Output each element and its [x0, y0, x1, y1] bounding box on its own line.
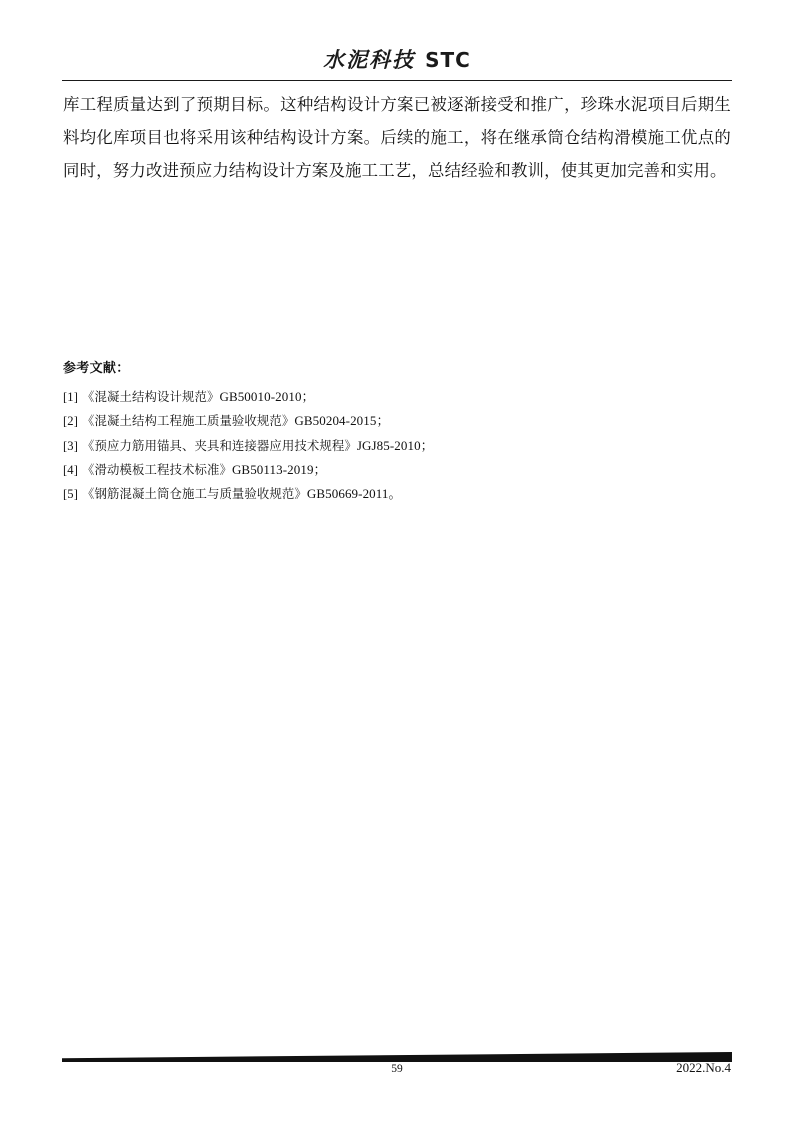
footer-divider-thin [62, 1060, 732, 1061]
references-list [63, 385, 731, 506]
journal-title-cn: 水泥科技 [323, 48, 416, 72]
list-item [63, 482, 731, 506]
reference-code: GB50669-2011。 [306, 486, 402, 502]
reference-number: [3] [63, 438, 78, 453]
journal-title-abbr: STC [425, 48, 471, 72]
reference-code: GB50113-2019； [231, 461, 327, 477]
reference-title: 《滑动模板工程技术标准》 [82, 461, 232, 477]
reference-code: GB50204-2015； [294, 413, 390, 429]
list-item [63, 385, 731, 409]
reference-code: GB50010-2010； [219, 389, 315, 404]
reference-title: 《钢筋混凝土筒仓施工与质量验收规范》 [82, 486, 307, 502]
reference-number: [2] [63, 414, 78, 429]
issue-label: 2022.No.4 [676, 1060, 731, 1075]
list-item [63, 409, 731, 433]
list-item [63, 434, 731, 458]
reference-number: [1] [63, 390, 78, 404]
page-header [62, 44, 732, 74]
header-divider [62, 80, 732, 81]
reference-code: JGJ85-2010； [356, 437, 434, 453]
reference-title: 《预应力筋用锚具、夹具和连接器应用技术规程》 [82, 437, 357, 453]
list-item [63, 458, 731, 482]
journal-title [323, 44, 471, 74]
reference-number: [4] [63, 462, 78, 477]
page-number: 59 [391, 1063, 403, 1075]
references-heading: 参考文献： [63, 361, 130, 376]
body-paragraph: 库工程质量达到了预期目标。这种结构设计方案已被逐渐接受和推广，珍珠水泥项目后期生料均化库项目也将采用该种结构设计方案。后续的施工，将在继承筒仓结构滑模施工优点的同时，努力改进预应力结构设计方案及施工工艺，总结经验和教训，使其更加完善和实用。 [63, 95, 731, 180]
reference-title: 《混凝土结构设计规范》 [82, 389, 220, 404]
reference-title: 《混凝土结构工程施工质量验收规范》 [82, 413, 295, 429]
reference-number: [5] [63, 487, 78, 502]
